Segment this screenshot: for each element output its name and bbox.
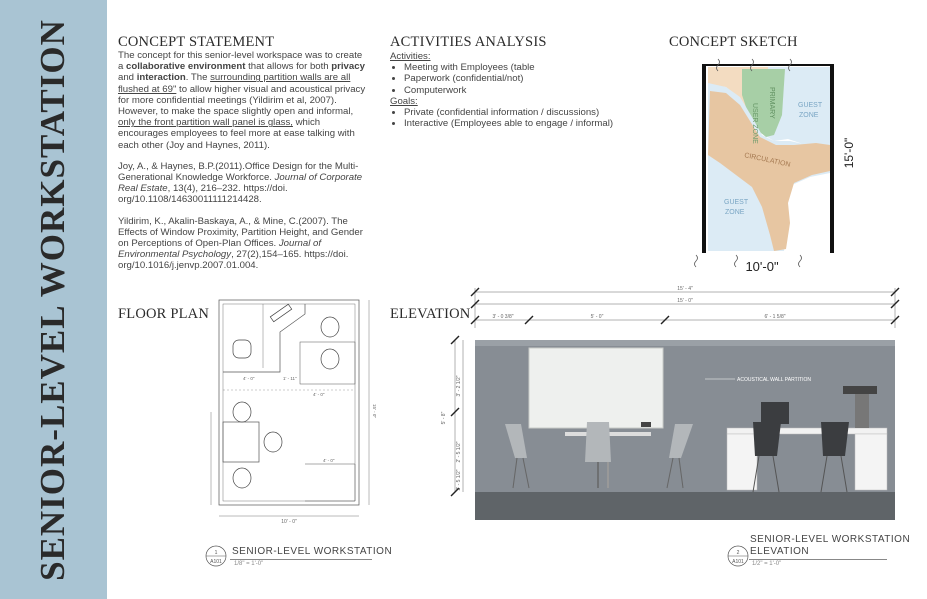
concept-underline-glass: only the front partition wall panel is glass, — [118, 117, 293, 129]
sidebar-band — [0, 0, 107, 599]
sketch-label-guest-bottom-zone: ZONE — [725, 209, 745, 216]
elev-dim-v-4: 2' - 5 1/2" — [456, 469, 462, 491]
floorplan-tag-number: 1 — [214, 550, 218, 556]
concept-p1: The concept for this senior-level workspace was to create a — [118, 50, 363, 73]
sidebar-title: SENIOR-LEVEL WORKSTATION — [33, 19, 72, 581]
concept-p1-6: which encourages employees to feel more at ease talking with each other (Joy and Haynes, 2011). — [118, 117, 355, 151]
glass-squiggle — [799, 255, 802, 267]
concept-p1-4: . The — [185, 72, 211, 84]
concept-bold-privacy: privacy — [331, 61, 365, 73]
elev-monitor-stand — [855, 394, 869, 428]
concept-text — [118, 50, 370, 282]
elev-dim-seg-2: 5' - 0" — [590, 314, 604, 320]
reference-joy — [118, 161, 370, 206]
floorplan-caption-rule — [230, 559, 372, 560]
elev-desk-pedestal — [855, 434, 887, 490]
elevation-drawing — [435, 282, 910, 530]
floorplan-caption: SENIOR-LEVEL WORKSTATION — [232, 546, 393, 557]
sketch-dim-width: 10'-0" — [745, 259, 779, 274]
sketch-label-user-zone: USER ZONE — [751, 103, 758, 144]
elev-floor-base — [475, 492, 895, 520]
sketch-label-guest-top-zone: ZONE — [799, 112, 819, 119]
concept-p1-3: and — [118, 72, 137, 84]
elev-monitor-icon — [843, 386, 877, 394]
goals-list — [390, 107, 620, 129]
elev-desk-top — [727, 428, 887, 434]
ref2-b: , 27(2),154–165. https://doi. org/10.1016/j.jenvp.2007.01.004. — [118, 249, 349, 272]
elev-dim-v-2: 3' - 2 1/2" — [456, 375, 462, 397]
plan-chair-icon — [233, 468, 251, 488]
elevation-caption-rule — [749, 559, 887, 560]
concept-bold-collab: collaborative environment — [126, 61, 246, 73]
floorplan-scale: 1/8" = 1'-0" — [234, 561, 264, 567]
floorplan-tag — [204, 544, 228, 568]
elev-annotation-label: ACOUSTICAL WALL PARTITION — [737, 377, 811, 383]
sketch-label-guest-bottom: GUEST — [724, 199, 749, 206]
concept-p1-5: to allow higher visual and acoustical privacy for more confidential meetings (Yildirim et al, 2007). However, to make the space slightly open and informal, — [118, 83, 366, 118]
glass-squiggle — [695, 255, 698, 267]
activity-item: • Computerwork — [404, 85, 620, 96]
activity-item: • Paperwork (confidential/not) — [404, 73, 620, 84]
plan-dim-c: 4' - 0" — [313, 392, 325, 397]
concept-p1-2: that allows for both — [245, 61, 332, 73]
elevation-heading: ELEVATION — [390, 306, 471, 322]
elevation-tag — [726, 544, 750, 568]
elevation-tag-sheet: A101 — [732, 559, 744, 565]
elevation-tag-number: 2 — [736, 550, 740, 556]
elev-whiteboard — [529, 348, 663, 428]
concept-sketch — [690, 55, 890, 285]
elev-chair-icon — [585, 422, 611, 462]
activities-text — [390, 51, 620, 129]
ref2-journal: Journal of Environmental Psychology — [118, 238, 322, 261]
plan-desk-outline — [223, 304, 305, 372]
elev-dim-seg-1: 3' - 0 3/8" — [492, 314, 514, 320]
plan-chair-icon — [233, 402, 251, 422]
ref1-journal: Journal of Corporate Real Estate — [118, 172, 363, 195]
plan-dim-bottom: 10' - 0" — [281, 519, 297, 525]
plan-chair-icon — [321, 349, 339, 369]
plan-dim-a: 4' - 0" — [243, 376, 255, 381]
floor-plan-drawing — [205, 292, 375, 540]
elevation-scale: 1/2" = 1'-0" — [752, 561, 782, 567]
sketch-dim-height: 15'-0" — [842, 137, 856, 169]
sketch-label-circulation: CIRCULATION — [743, 152, 791, 169]
plan-chair-icon — [233, 340, 251, 358]
glass-squiggle — [735, 255, 738, 267]
plan-dim-b: 1' - 11" — [283, 376, 297, 381]
plan-monitor-icon — [270, 304, 291, 322]
sketch-heading: CONCEPT SKETCH — [669, 34, 798, 50]
plan-credenza — [305, 464, 355, 501]
ref1-a: Joy, A., & Haynes, B.P.(2011).Office Design for the Multi-Generational Knowledge Workforce. — [118, 160, 359, 184]
elev-dim-v-3: 2' - 5 1/2" — [456, 441, 462, 463]
activities-heading: ACTIVITIES ANALYSIS — [390, 34, 547, 50]
elev-dim-total-1: 15' - 4" — [677, 286, 693, 292]
elev-dim-seg-3: 6' - 1 5/8" — [764, 314, 786, 320]
elevation-caption-1: SENIOR-LEVEL WORKSTATION — [750, 534, 911, 545]
elevation-caption-2: ELEVATION — [750, 546, 810, 557]
plan-meeting-table — [223, 422, 259, 462]
ref1-b: , 13(4), 216–232. https://doi. org/10.1108/14630011111214428. — [118, 183, 288, 206]
floorplan-heading: FLOOR PLAN — [118, 306, 210, 322]
goals-label: Goals: — [390, 95, 418, 107]
plan-chair-icon — [321, 317, 339, 337]
concept-bold-interaction: interaction — [136, 72, 186, 84]
concept-paragraph — [118, 50, 370, 151]
goal-item: • Private (confidential information / discussions) — [404, 107, 620, 118]
ref2-a: Yildirim, K., Akalin-Baskaya, A., & Mine, C.(2007). The Effects of Window Proximity, Partition Height, and Gender on Perceptions of Open-Plan Offices. — [118, 215, 363, 250]
elev-chair-icon — [821, 422, 849, 456]
reference-yildirim — [118, 216, 370, 272]
sketch-label-guest-top: GUEST — [798, 102, 823, 109]
elev-partition-top — [475, 340, 895, 346]
concept-heading: CONCEPT STATEMENT — [118, 34, 275, 50]
plan-dim-e: 15' - 0" — [372, 404, 377, 418]
elev-task-chair-back — [761, 402, 789, 424]
activity-item: • Meeting with Employees (table — [404, 62, 620, 73]
elev-dim-total-2: 15' - 0" — [677, 298, 693, 304]
elev-dim-v-1: 5' - 8" — [441, 411, 447, 425]
sketch-label-primary: PRIMARY — [768, 87, 775, 119]
elev-whiteboard-tray — [641, 422, 651, 427]
elev-chair-icon — [753, 422, 781, 456]
activities-list — [390, 62, 620, 96]
goal-item: • Interactive (Employees able to engage / informal) — [404, 118, 620, 129]
plan-chair-icon — [264, 432, 282, 452]
floorplan-tag-sheet: A101 — [210, 559, 222, 565]
elev-desk-pedestal — [727, 434, 757, 490]
plan-dim-d: 4' - 0" — [323, 458, 335, 463]
concept-underline-walls: surrounding partition walls are all flushed at 69" — [118, 72, 351, 95]
activities-label: Activities: — [390, 51, 431, 62]
